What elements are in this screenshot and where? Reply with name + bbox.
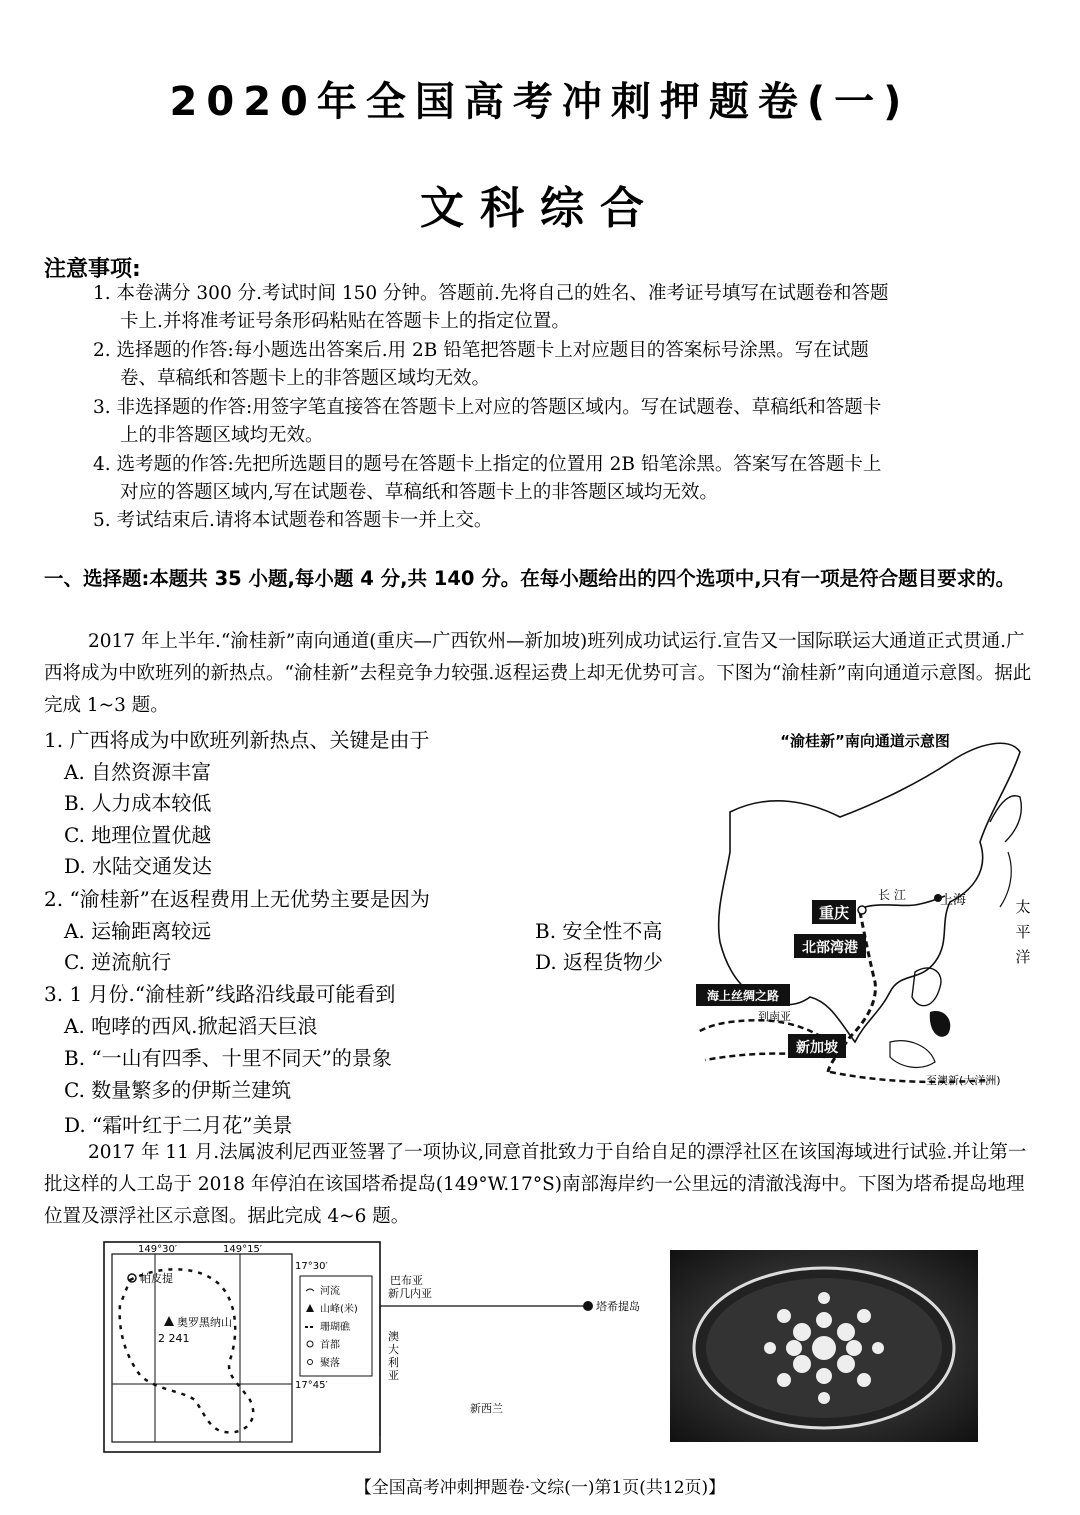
legend-item: 河流 (320, 1286, 340, 1297)
peak-marker (164, 1316, 174, 1326)
q1-option-a: A. 自然资源丰富 (64, 760, 212, 784)
note-line: 5. 考试结束后.请将本试题卷和答题卡一并上交。 (93, 510, 493, 531)
note-line: 2. 选择题的作答:每小题选出答案后.用 2B 铅笔把答题卡上对应题目的答案标号涂黑。写在试题 (93, 340, 869, 361)
passage-1: 2017 年上半年.“渝桂新”南向通道(重庆—广西钦州—新加坡)班列成功试运行.宣告又一国际联运大通道正式贯通.广西将成为中欧班列的新热点。“渝桂新”去程竞争力较强.返程运费上却无优势可言。下图为“渝桂新”南向通道示意图。据此完成 1~3 题。 (44, 631, 1032, 716)
exam-title: 2020年全国高考冲刺押题卷(一) (169, 79, 911, 125)
q2-option-d: D. 返程货物少 (535, 950, 664, 974)
chongqing-marker (858, 906, 866, 914)
passage-2: 2017 年 11 月.法属波利尼西亚签署了一项协议,同意首批致力于自给自足的漂浮社区在该国海域进行试验.并让第一批这样的人工岛于 2018 年停泊在该国塔希提岛(149°W.17°S)南部海岸约一公里远的清澈浅海中。下图为塔希提岛地理位置及漂浮社区示意图。据此完成 4~6 题。 (44, 1142, 1027, 1227)
page-footer: 【全国高考冲刺押题卷·文综(一)第1页(共12页)】 (354, 1478, 726, 1498)
coast-line (990, 796, 1021, 842)
island-outline (930, 1011, 951, 1037)
legend-item: 山峰(米) (320, 1304, 358, 1315)
note-item (93, 394, 1041, 450)
exam-subtitle: 文科综合 (420, 183, 660, 234)
map-title: “渝桂新”南向通道示意图 (780, 732, 950, 750)
yangtze-label: 长 江 (878, 888, 906, 902)
q2-option-a: A. 运输距离较远 (64, 919, 212, 943)
singapore-label: 新加坡 (796, 1040, 838, 1056)
note-line: 对应的答题区域内,写在试题卷、草稿纸和答题卡上的非答题区域均无效。 (120, 482, 718, 503)
section-heading: 一、选择题:本题共 35 小题,每小题 4 分,共 140 分。在每小题给出的四个选项中,只有一项是符合题目要求的。 (44, 567, 1016, 590)
legend-item: 聚落 (320, 1358, 340, 1369)
note-item (93, 451, 1041, 507)
tahiti-label: 塔希提岛 (596, 1300, 640, 1313)
note-line: 3. 非选择题的作答:用签字笔直接答在答题卡上对应的答题区域内。写在试题卷、草稿纸和答题卡 (93, 397, 882, 418)
q2-option-b: B. 安全性不高 (535, 919, 663, 943)
yuguixin-route-map (690, 722, 1040, 1100)
to-south-asia-label: 到南亚 (758, 1010, 791, 1023)
lon-label: 149°30′ (138, 1244, 178, 1255)
floating-community-photo (670, 1250, 978, 1442)
png-label: 巴布亚新几内亚 (388, 1274, 432, 1300)
legend-item: 珊瑚礁 (320, 1322, 350, 1333)
australia-label: 澳大利亚 (388, 1330, 399, 1382)
silkroad-label: 海上丝绸之路 (706, 989, 780, 1003)
question-3-stem: 3. 1 月份.“渝桂新”线路沿线最可能看到 (44, 982, 396, 1006)
lat-label: 17°45′ (295, 1380, 328, 1391)
to-australia-label: 至澳新(大洋洲) (926, 1074, 1001, 1087)
q3-option-a: A. 咆哮的西风.掀起滔天巨浪 (64, 1014, 318, 1038)
q2-option-c: C. 逆流航行 (64, 950, 172, 974)
chongqing-label: 重庆 (818, 904, 850, 922)
tahiti-location-map (100, 1240, 660, 1455)
lat-label: 17°30′ (295, 1261, 328, 1272)
coast-line (1000, 852, 1011, 907)
note-line: 4. 选考题的作答:先把所选题目的题号在答题卡上指定的位置用 2B 铅笔涂黑。答案写在答题卡上 (93, 454, 882, 475)
tahiti-coral-reef (120, 1269, 254, 1432)
capital-icon (307, 1341, 313, 1347)
note-line: 1. 本卷满分 300 分.考试时间 150 分钟。答题前.先将自己的姓名、准考证号填写在试题卷和答题 (93, 283, 889, 304)
legend-item: 首都 (320, 1340, 340, 1351)
peak-height: 2 241 (158, 1332, 190, 1345)
river-icon (306, 1289, 314, 1291)
note-item (93, 507, 1041, 535)
note-item (93, 280, 1041, 336)
settlement-icon (308, 1360, 313, 1365)
q1-option-b: B. 人力成本较低 (64, 791, 212, 815)
note-item (93, 337, 1041, 393)
lon-label: 149°15′ (223, 1244, 263, 1255)
notes-heading: 注意事项: (44, 257, 141, 282)
q3-option-d: D. “霜叶红于二月花”美景 (64, 1113, 293, 1137)
q3-option-c: C. 数量繁多的伊斯兰建筑 (64, 1078, 292, 1102)
nz-label: 新西兰 (470, 1402, 503, 1415)
island-outline (912, 968, 941, 1006)
q1-option-d: D. 水陆交通发达 (64, 854, 213, 878)
island-outline (890, 1041, 935, 1068)
tahiti-marker (583, 1301, 593, 1311)
note-line: 卷、草稿纸和答题卡上的非答题区域均无效。 (120, 368, 491, 389)
shanghai-label: 上海 (940, 893, 967, 908)
peak-icon (306, 1304, 314, 1312)
beibu-label: 北部湾港 (802, 940, 858, 956)
question-2-stem: 2. “渝桂新”在返程费用上无优势主要是因为 (44, 887, 430, 911)
q3-option-b: B. “一山有四季、十里不同天”的景象 (64, 1046, 392, 1070)
q1-option-c: C. 地理位置优越 (64, 823, 212, 847)
note-line: 卡上.并将准考证号条形码粘贴在答题卡上的指定位置。 (120, 311, 570, 332)
town-label: 帕皮提 (140, 1272, 173, 1285)
peak-name: 奥罗黑纳山 (177, 1316, 232, 1329)
question-1-stem: 1. 广西将成为中欧班列新热点、关键是由于 (44, 728, 430, 752)
pacific-label: 太平洋 (1015, 898, 1031, 966)
note-line: 上的非答题区域均无效。 (120, 425, 324, 446)
